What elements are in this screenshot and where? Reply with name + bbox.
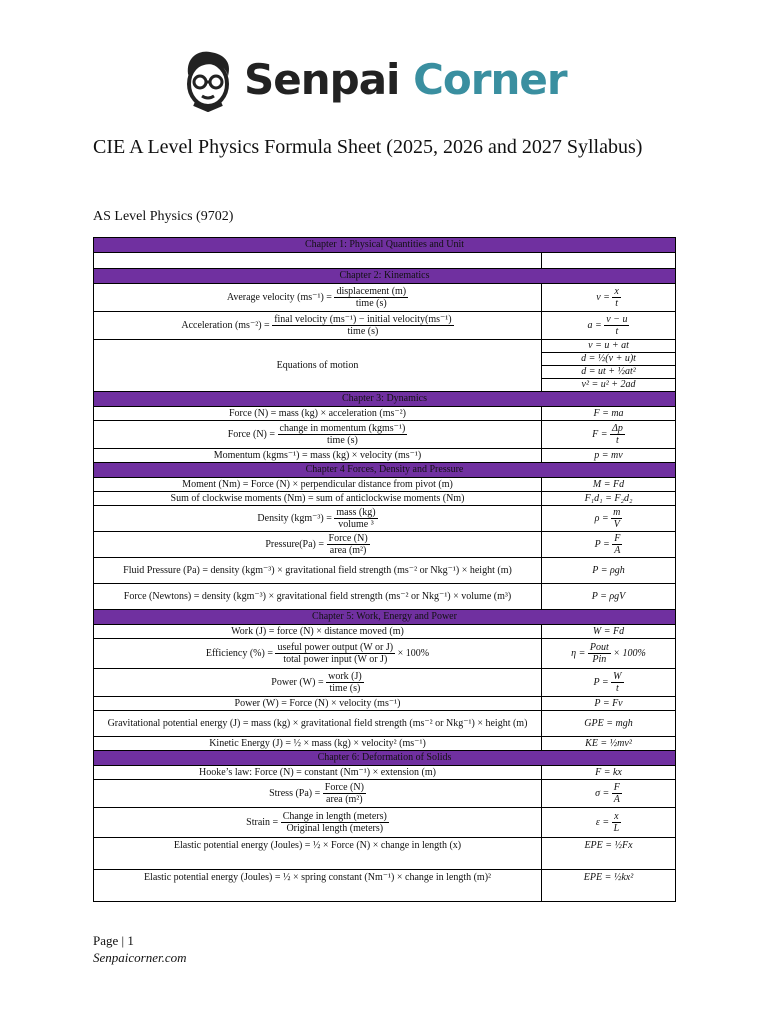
epe-spring-eq: EPE = ½kx² xyxy=(542,870,676,902)
avg-vel-eq-lhs: v = xyxy=(596,291,610,303)
avg-vel-label: Average velocity (ms⁻¹) = xyxy=(226,291,332,303)
momentum-eq: p = mv xyxy=(542,449,676,463)
efficiency-eq-fraction xyxy=(588,642,611,665)
stress-eq-den: A xyxy=(613,794,620,805)
power-eq xyxy=(542,669,676,697)
power-eq-lhs: P = xyxy=(593,676,609,688)
upthrust-eq: P = ρgV xyxy=(542,584,676,610)
force-mom-num: change in momentum (kgms⁻¹) xyxy=(279,423,406,434)
chapter-1-header: Chapter 1: Physical Quantities and Unit xyxy=(94,238,676,253)
stress-num: Force (N) xyxy=(324,782,364,793)
momentum-desc: Momentum (kgms⁻¹) = mass (kg) × velocity (ms⁻¹) xyxy=(94,449,542,463)
hookes-law-eq: F = kx xyxy=(542,766,676,780)
accel-den: time (s) xyxy=(347,326,379,337)
pressure-label: Pressure(Pa) = xyxy=(265,538,325,550)
fluid-pressure-desc: Fluid Pressure (Pa) = density (kgm⁻³) × gravitational field strength (ms⁻² or Nkg⁻¹) × height (m) xyxy=(94,558,542,584)
moment-eq: M = Fd xyxy=(542,478,676,492)
average-velocity-desc xyxy=(94,284,542,312)
pressure-fraction xyxy=(327,533,370,556)
power-den: time (s) xyxy=(329,683,361,694)
efficiency-eq-num: Pout xyxy=(589,642,609,653)
mascot-icon xyxy=(180,48,236,112)
force-mom-eq-lhs: F = xyxy=(592,428,608,440)
pressure-eq-fraction xyxy=(612,533,622,556)
efficiency-eq-tail: × 100% xyxy=(613,647,646,659)
strain-num: Change in length (meters) xyxy=(282,811,387,822)
accel-num: final velocity (ms⁻¹) − initial velocity(ms⁻¹) xyxy=(274,314,452,325)
document-title: CIE A Level Physics Formula Sheet (2025, 2026 and 2027 Syllabus) xyxy=(93,136,643,158)
work-eq: W = Fd xyxy=(542,625,676,639)
stress-eq-num: F xyxy=(613,782,620,793)
gpe-desc: Gravitational potential energy (J) = mass (kg) × gravitational field strength (ms⁻² or Nkg⁻¹) × height (m) xyxy=(94,711,542,737)
formula-table xyxy=(93,237,676,902)
efficiency-label: Efficiency (%) = xyxy=(205,647,273,659)
avg-vel-den: time (s) xyxy=(355,298,387,309)
kinetic-energy-eq: KE = ½mv² xyxy=(542,737,676,751)
accel-eq-den: t xyxy=(615,326,619,337)
suvat-eq-2: d = ½(v + u)t xyxy=(542,353,676,366)
efficiency-eq-den: Pin xyxy=(592,654,607,665)
suvat-eq-1: v = u + at xyxy=(542,340,676,353)
page-number: Page | 1 xyxy=(93,933,134,948)
epe-force-desc: Elastic potential energy (Joules) = ½ × Force (N) × change in length (x) xyxy=(94,838,542,870)
force-mom-fraction xyxy=(278,423,408,446)
stress-label: Stress (Pa) = xyxy=(269,787,321,799)
strain-eq-fraction xyxy=(612,811,622,834)
pressure-eq-den: A xyxy=(614,545,621,556)
chapter-2-header: Chapter 2: Kinematics xyxy=(94,269,676,284)
accel-eq-fraction xyxy=(604,314,629,337)
avg-vel-num: displacement (m) xyxy=(336,286,407,297)
work-desc: Work (J) = force (N) × distance moved (m) xyxy=(94,625,542,639)
strain-eq-den: L xyxy=(613,823,620,834)
brand-name xyxy=(244,48,567,112)
efficiency-eq-lhs: η = xyxy=(571,647,586,659)
average-velocity-eq xyxy=(542,284,676,312)
upthrust-desc: Force (Newtons) = density (kgm⁻³) × gravitational field strength (ms⁻² or Nkg⁻¹) × volume (m³) xyxy=(94,584,542,610)
stress-desc xyxy=(94,780,542,808)
accel-label: Acceleration (ms⁻²) = xyxy=(181,319,270,331)
avg-vel-eq-fraction xyxy=(612,286,620,309)
fluid-pressure-eq: P = ρgh xyxy=(542,558,676,584)
acceleration-desc xyxy=(94,312,542,340)
principle-of-moments-desc: Sum of clockwise moments (Nm) = sum of anticlockwise moments (Nm) xyxy=(94,492,542,506)
density-eq-lhs: ρ = xyxy=(594,512,609,524)
efficiency-tail: × 100% xyxy=(397,647,430,659)
chapter-4-header: Chapter 4 Forces, Density and Pressure xyxy=(94,463,676,478)
hookes-law-desc: Hooke’s law: Force (N) = constant (Nm⁻¹) × extension (m) xyxy=(94,766,542,780)
force-mom-eq-num: Δp xyxy=(612,423,623,434)
chapter-6-header: Chapter 6: Deformation of Solids xyxy=(94,751,676,766)
pressure-num: Force (N) xyxy=(328,533,368,544)
force-momentum-desc xyxy=(94,421,542,449)
chapter-3-header: Chapter 3: Dynamics xyxy=(94,392,676,407)
suvat-eq-4: v² = u² + 2ad xyxy=(542,379,676,392)
power-eq-fraction xyxy=(611,671,623,694)
avg-vel-fraction xyxy=(334,286,408,309)
density-eq-num: m xyxy=(613,507,621,518)
strain-fraction xyxy=(281,811,389,834)
strain-eq-lhs: ε = xyxy=(595,816,610,828)
strain-desc xyxy=(94,808,542,838)
empty-cell xyxy=(542,253,676,269)
density-den: volume ³ xyxy=(338,519,374,530)
principle-of-moments-eq: F₁d₁ = F₂d₂ xyxy=(542,492,676,506)
acceleration-eq xyxy=(542,312,676,340)
efficiency-eq xyxy=(542,639,676,669)
density-desc xyxy=(94,506,542,532)
force-mom-label: Force (N) = xyxy=(227,428,276,440)
power-eq-num: W xyxy=(613,671,622,682)
power-eq-den: t xyxy=(615,683,619,694)
strain-eq xyxy=(542,808,676,838)
power-label: Power (W) = xyxy=(271,676,324,688)
gpe-eq: GPE = mgh xyxy=(542,711,676,737)
density-num: mass (kg) xyxy=(336,507,376,518)
force-mom-eq-den: t xyxy=(616,435,619,446)
density-eq xyxy=(542,506,676,532)
epe-spring-desc: Elastic potential energy (Joules) = ½ × spring constant (Nm⁻¹) × change in length (m)² xyxy=(94,870,542,902)
document-subtitle: AS Level Physics (9702) xyxy=(93,209,234,224)
avg-vel-eq-num: x xyxy=(614,286,619,297)
empty-cell xyxy=(94,253,542,269)
chapter-5-header: Chapter 5: Work, Energy and Power xyxy=(94,610,676,625)
accel-eq-lhs: a = xyxy=(587,319,602,331)
power-num: work (J) xyxy=(328,671,362,682)
stress-eq xyxy=(542,780,676,808)
pressure-eq-lhs: P = xyxy=(594,538,610,550)
accel-fraction xyxy=(272,314,453,337)
suvat-eq-3: d = ut + ½at² xyxy=(542,366,676,379)
pressure-den: area (m²) xyxy=(329,545,367,556)
pressure-eq xyxy=(542,532,676,558)
avg-vel-eq-den: t xyxy=(615,298,618,309)
pressure-eq-num: F xyxy=(614,533,621,544)
efficiency-desc xyxy=(94,639,542,669)
brand-name-part2: Corner xyxy=(413,55,567,104)
density-eq-fraction xyxy=(611,507,622,530)
strain-eq-num: x xyxy=(612,811,622,823)
density-label: Density (kgm⁻³) = xyxy=(257,512,332,524)
efficiency-num: useful power output (W or J) xyxy=(277,642,394,653)
density-eq-den: V xyxy=(613,519,620,530)
page-footer xyxy=(93,932,187,966)
stress-eq-fraction xyxy=(612,782,622,805)
efficiency-den: total power input (W or J) xyxy=(283,654,388,665)
power-fraction xyxy=(326,671,364,694)
force-desc: Force (N) = mass (kg) × acceleration (ms⁻²) xyxy=(94,407,542,421)
epe-force-eq: EPE = ½Fx xyxy=(542,838,676,870)
force-momentum-eq xyxy=(542,421,676,449)
brand-logo xyxy=(180,48,567,112)
equations-of-motion-label: Equations of motion xyxy=(94,340,542,392)
stress-den: area (m²) xyxy=(326,794,363,805)
power-velocity-desc: Power (W) = Force (N) × velocity (ms⁻¹) xyxy=(94,697,542,711)
kinetic-energy-desc: Kinetic Energy (J) = ½ × mass (kg) × velocity² (ms⁻¹) xyxy=(94,737,542,751)
power-desc xyxy=(94,669,542,697)
website-name: Senpaicorner.com xyxy=(93,950,187,965)
force-eq: F = ma xyxy=(542,407,676,421)
stress-fraction xyxy=(323,782,366,805)
stress-eq-lhs: σ = xyxy=(595,787,610,799)
brand-name-part1: Senpai xyxy=(244,55,400,104)
strain-label: Strain = xyxy=(246,816,279,828)
moment-desc: Moment (Nm) = Force (N) × perpendicular distance from pivot (m) xyxy=(94,478,542,492)
force-mom-eq-fraction xyxy=(610,423,625,446)
accel-eq-num: v − u xyxy=(606,314,628,325)
power-velocity-eq: P = Fv xyxy=(542,697,676,711)
force-mom-den: time (s) xyxy=(326,435,358,446)
efficiency-fraction xyxy=(275,642,395,665)
pressure-desc xyxy=(94,532,542,558)
strain-den: Original length (meters) xyxy=(286,823,384,834)
density-fraction xyxy=(334,507,377,530)
